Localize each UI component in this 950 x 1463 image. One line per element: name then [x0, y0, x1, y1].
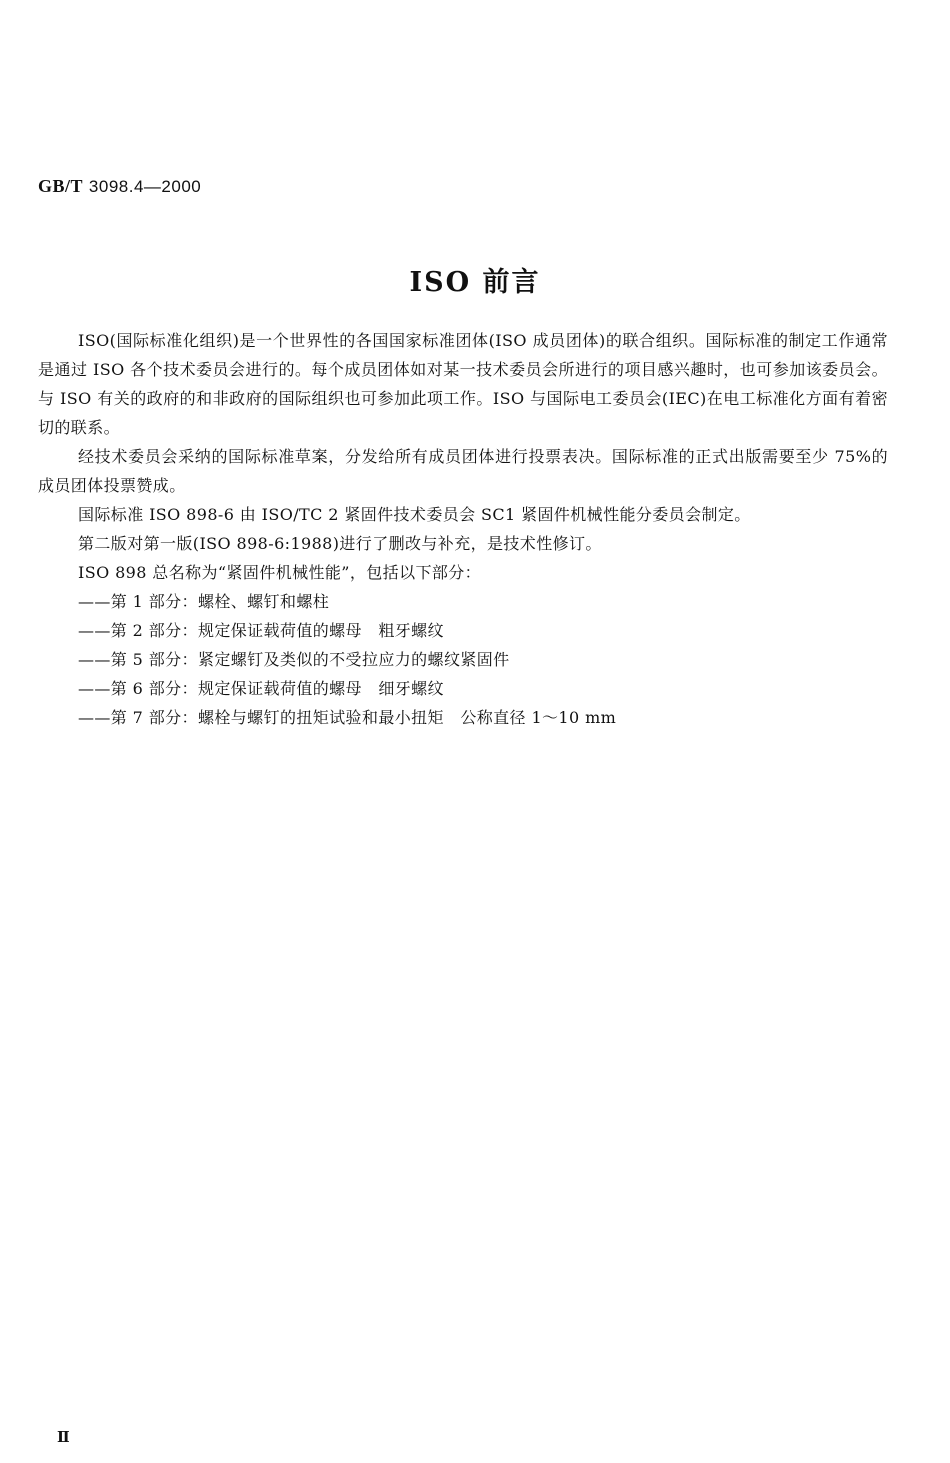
document-body [38, 326, 888, 732]
list-item: ——第 7 部分：螺栓与螺钉的扭矩试验和最小扭矩 公称直径 1～10 mm [78, 708, 617, 727]
paragraph-parts-intro: ISO 898 总名称为“紧固件机械性能”，包括以下部分： [78, 563, 482, 582]
paragraph-revision: 第二版对第一版(ISO 898-6:1988)进行了删改与补充，是技术性修订。 [78, 534, 602, 553]
page-number: Ⅱ [57, 1430, 70, 1446]
paragraph-voting: 经技术委员会采纳的国际标准草案，分发给所有成员团体进行投票表决。国际标准的正式出版需要至少 75%的成员团体投票赞成。 [38, 447, 888, 495]
list-item: ——第 1 部分：螺栓、螺钉和螺柱 [78, 592, 330, 611]
page-title: ISO 前言 [409, 267, 541, 298]
standard-number: 3098.4—2000 [88, 177, 202, 196]
paragraph-committee: 国际标准 ISO 898-6 由 ISO/TC 2 紧固件技术委员会 SC1 紧固件机械性能分委员会制定。 [78, 505, 751, 524]
paragraph-iso-intro: ISO(国际标准化组织)是一个世界性的各国国家标准团体(ISO 成员团体)的联合组织。国际标准的制定工作通常是通过 ISO 各个技术委员会进行的。每个成员团体如对某一技术委员会所进行的项目感兴趣时，也可参加该委员会。与 ISO 有关的政府的和非政府的国际组织也可参加此项工作。ISO 与国际电工委员会(IEC)在电工标准化方面有着密切的联系。 [38, 331, 888, 437]
document-code [38, 176, 201, 197]
list-item: ——第 6 部分：规定保证载荷值的螺母 细牙螺纹 [78, 679, 444, 698]
standard-prefix: GB/T [38, 176, 84, 196]
list-item: ——第 5 部分：紧定螺钉及类似的不受拉应力的螺纹紧固件 [78, 650, 510, 669]
list-item: ——第 2 部分：规定保证载荷值的螺母 粗牙螺纹 [78, 621, 444, 640]
